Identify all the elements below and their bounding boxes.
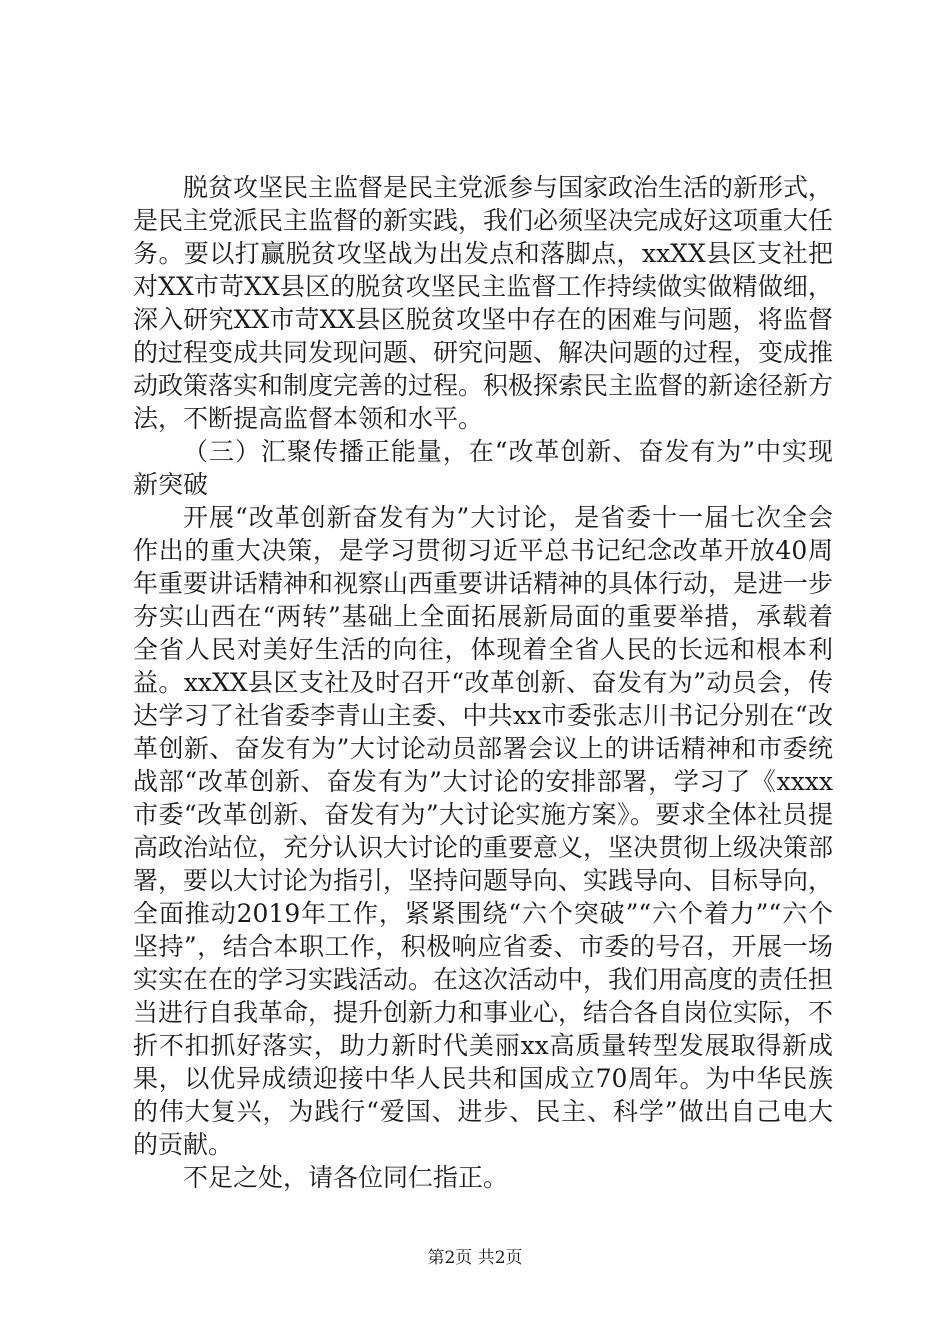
paragraph-closing: 不足之处，请各位同仁指正。 — [183, 1163, 509, 1192]
document-body — [133, 171, 833, 1194]
paragraph-reform-discussion: 开展“改革创新奋发有为”大讨论，是省委十一届七次全会作出的重大决策，是学习贯彻习近平总书记纪念改革开放40周年重要讲话精神和视察山西重要讲话精神的具体行动，是进一步夯实山西在“两转”基础上全面拓展新局面的重要举措，承载着全省人民对美好生活的向往，体现着全省人民的长远和根本利益。xxXX县区支社及时召开“改革创新、奋发有为”动员会，传达学习了社省委李青山主委、中共xx市委张志川书记分别在“改革创新、奋发有为”大讨论动员部署会议上的讲话精神和市委统战部“改革创新、奋发有为”大讨论的安排部署，学习了《xxxx市委“改革创新、奋发有为”大讨论实施方案》。要求全体社员提高政治站位，充分认识大讨论的重要意义，坚决贯彻上级决策部署，要以大讨论为指引，坚持问题导向、实践导向、目标导向，全面推动2019年工作，紧紧围绕“六个突破”“六个着力”“六个坚持”，结合本职工作，积极响应省委、市委的号召，开展一场实实在在的学习实践活动。在这次活动中，我们用高度的责任担当进行自我革命，提升创新力和事业心，结合各自岗位实际，不折不扣抓好落实，助力新时代美丽xx高质量转型发展取得新成果，以优异成绩迎接中华人民共和国成立70周年。为中华民族的伟大复兴，为践行“爱国、进步、民主、科学”做出自己电大的贡献。 — [133, 503, 834, 1159]
paragraph-supervision: 脱贫攻坚民主监督是民主党派参与国家政治生活的新形式，是民主党派民主监督的新实践，我们必须坚决完成好这项重大任务。要以打赢脱贫攻坚战为出发点和落脚点，xxXX县区支社把对XX市苛XX县区的脱贫攻坚民主监督工作持续做实做精做细，深入研究XX市苛XX县区脱贫攻坚中存在的困难与问题，将监督的过程变成共同发现问题、研究问题、解决问题的过程，变成推动政策落实和制度完善的过程。积极探索民主监督的新途径新方法，不断提高监督本领和水平。 — [133, 173, 834, 433]
page-footer: 第2页 共2页 — [427, 1248, 523, 1268]
section-heading-three: （三）汇聚传播正能量，在“改革创新、奋发有为”中实现新突破 — [133, 437, 833, 499]
